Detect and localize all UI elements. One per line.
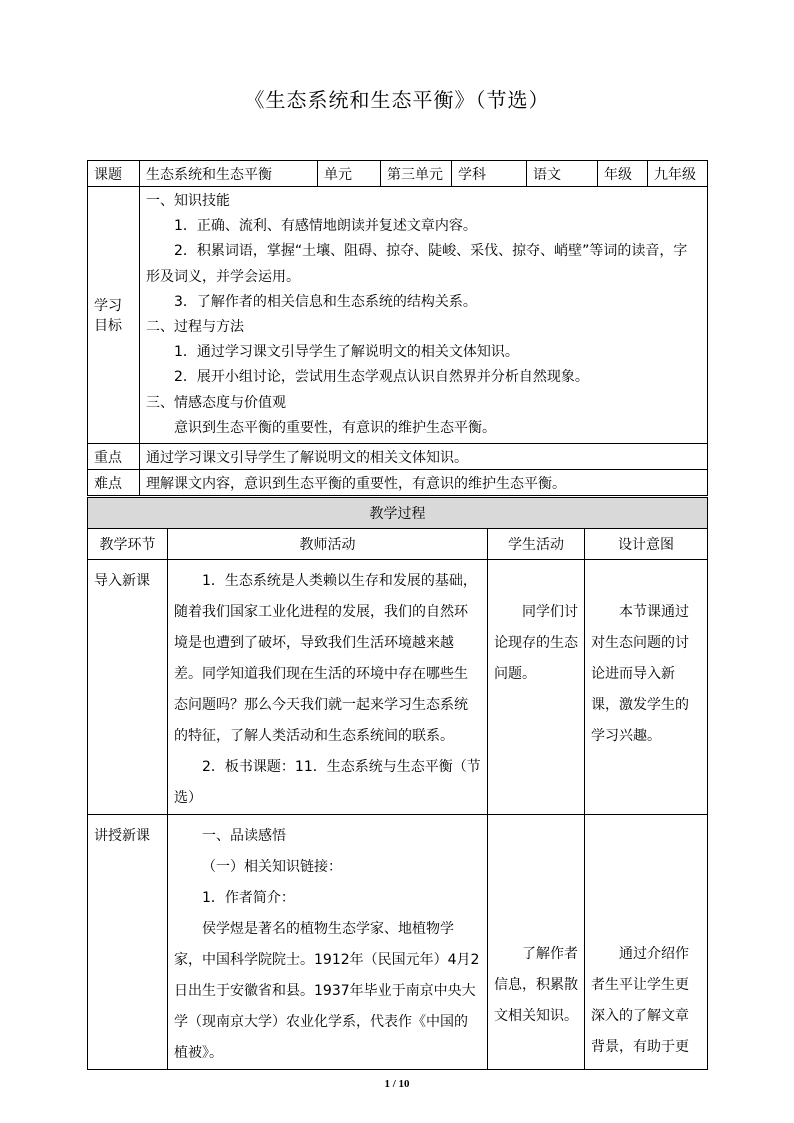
column-header-design: 设计意图: [585, 529, 708, 560]
objective-line: 意识到生态平衡的重要性，有意识的维护生态平衡。: [174, 419, 496, 436]
column-header-student: 学生活动: [488, 529, 585, 560]
difficulty-value: 理解课文内容，意识到生态平衡的重要性，有意识的维护生态平衡。: [140, 470, 708, 496]
objective-line: 2．展开小组讨论，尝试用生态学观点认识自然界并分析自然现象。: [174, 369, 589, 386]
grade-value: 九年级: [648, 161, 708, 187]
column-header-stage: 教学环节: [88, 529, 168, 560]
objective-line: 三、情感态度与价值观: [146, 394, 286, 411]
objective-line: 2．积累词语，掌握“土壤、阻碍、掠夺、陡峻、采伐、掠夺、峭壁”等词的读音，字: [174, 243, 688, 260]
unit-label: 单元: [318, 161, 381, 187]
key-point-row: [88, 444, 708, 470]
lesson-label: 课题: [88, 161, 140, 187]
teacher-cell: [168, 560, 488, 815]
objectives-label-line2: 目标: [94, 318, 122, 335]
grade-label: 年级: [598, 161, 648, 187]
document-title: 《生态系统和生态平衡》（节选）: [244, 88, 550, 112]
design-intent: 本节课通过对生态问题的讨论进而导入新课，激发学生的学习兴趣。: [591, 604, 689, 744]
teacher-paragraph: 2．板书课题：11．生态系统与生态平衡（节选）: [174, 759, 481, 806]
design-cell: [585, 560, 708, 815]
process-column-header-row: [88, 529, 708, 560]
subject-label: 学科: [452, 161, 527, 187]
objective-line: 3．了解作者的相关信息和生态系统的结构关系。: [174, 293, 477, 310]
lesson-info-table: [87, 160, 708, 496]
objectives-content: [140, 187, 708, 444]
stage-cell: [88, 815, 168, 1070]
stage-label: 讲授新课: [94, 828, 150, 844]
key-point-value: 通过学习课文引导学生了解说明文的相关文体知识。: [140, 444, 708, 470]
lesson-header-row: [88, 161, 708, 187]
objective-line: 形及词义，并学会运用。: [146, 268, 300, 285]
teaching-process-table: [87, 497, 708, 1070]
process-band-row: [88, 498, 708, 529]
objectives-row: [88, 187, 708, 444]
key-point-label: 重点: [88, 444, 140, 470]
objectives-label-line1: 学习: [94, 298, 122, 315]
student-activity: 同学们讨论现存的生态问题。: [494, 604, 578, 682]
student-cell: [488, 560, 585, 815]
difficulty-row: [88, 470, 708, 496]
page-number: 1 / 10: [384, 1078, 410, 1090]
teacher-cell: [168, 815, 488, 1070]
process-row-intro: [88, 560, 708, 815]
teacher-paragraph: 1．生态系统是人类赖以生存和发展的基础，随着我们国家工业化进程的发展，我们的自然环境是也遭到了破坏，导致我们生活环境越来越差。同学知道我们现在生活的环境中存在哪些生态问题吗？那么今天我们就一起来学习生态系统的特征，了解人类活动和生态系统间的联系。: [174, 573, 477, 744]
design-intent: 通过介绍作者生平让学生更深入的了解文章背景，有助于更: [591, 946, 689, 1055]
teacher-paragraph: 侯学煜是著名的植物生态学家、地植物学家，中国科学院院士。1912年（民国元年）4月2日出生于安徽省和县。1937年毕业于南京中央大学（现南京大学）农业化学系，代表作《中国的植被》。: [174, 921, 480, 1061]
stage-label: 导入新课: [94, 573, 150, 589]
lesson-value: 生态系统和生态平衡: [140, 161, 318, 187]
objectives-label: [88, 187, 140, 444]
objective-line: 一、知识技能: [146, 193, 230, 209]
student-cell: [488, 815, 585, 1070]
student-activity: 了解作者信息，积累散文相关知识。: [494, 946, 578, 1024]
unit-value: 第三单元: [381, 161, 452, 187]
subject-value: 语文: [527, 161, 598, 187]
process-band: 教学过程: [88, 498, 708, 529]
objective-line: 1．正确、流利、有感情地朗读并复述文章内容。: [174, 218, 477, 235]
teacher-paragraph: 一、品读感悟: [202, 828, 286, 844]
column-header-teacher: 教师活动: [168, 529, 488, 560]
process-row-new-lesson: [88, 815, 708, 1070]
stage-cell: [88, 560, 168, 815]
objective-line: 1．通过学习课文引导学生了解说明文的相关文体知识。: [174, 344, 519, 361]
teacher-paragraph: （一）相关知识链接：: [202, 859, 342, 875]
design-cell: [585, 815, 708, 1070]
difficulty-label: 难点: [88, 470, 140, 496]
teacher-paragraph: 1．作者简介：: [202, 890, 295, 906]
objective-line: 二、过程与方法: [146, 319, 244, 336]
